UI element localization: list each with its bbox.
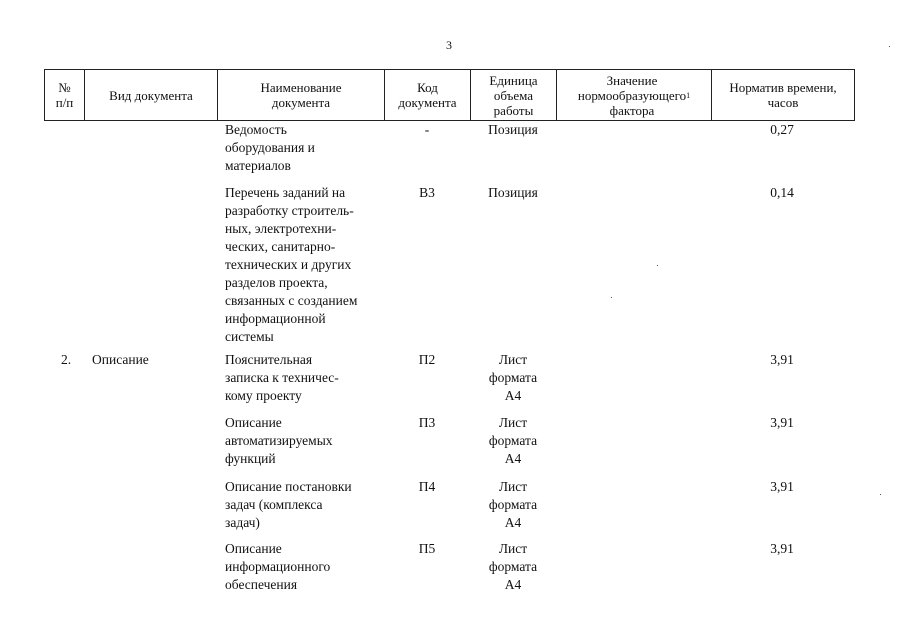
row-doc-code: П5	[418, 541, 436, 556]
scan-speck	[657, 265, 658, 266]
scan-speck	[611, 297, 612, 298]
row-unit: Позиция	[488, 122, 538, 137]
header-factor-text: Значение нормообразующего фактора	[577, 72, 687, 118]
header-norm: Норматив времени, часов	[729, 80, 837, 110]
page-number: 3	[446, 38, 452, 52]
row-doc-code: В3	[419, 185, 435, 200]
header-num: № п/п	[45, 70, 85, 120]
row-doc-name: Перечень заданий на разработку строитель- ных, электротехни- ческих, санитарно- технических и других разделов проекта, связанных с созданием информационной системы	[225, 185, 358, 344]
header-factor	[557, 70, 712, 120]
row-norm: 3,91	[770, 541, 794, 556]
header-doc-type: Вид документа	[85, 70, 218, 120]
row-doc-code: П4	[418, 479, 436, 494]
row-norm: 3,91	[770, 415, 794, 430]
scan-speck	[880, 494, 881, 495]
row-doc-name: Описание постановки задач (комплекса задач)	[225, 479, 352, 530]
table-header	[44, 69, 855, 121]
row-norm: 0,27	[770, 122, 794, 137]
row-doc-name: Описание автоматизируемых функций	[225, 415, 333, 466]
header-doc-code: Код документа	[385, 70, 471, 120]
row-unit: Лист формата А4	[488, 541, 538, 592]
row-unit: Лист формата А4	[488, 352, 538, 403]
row-num: 2.	[61, 352, 72, 367]
row-doc-type: Описание	[92, 352, 149, 367]
row-doc-code: П3	[418, 415, 436, 430]
row-doc-name: Пояснительная записка к техничес- кому проекту	[225, 352, 339, 403]
row-doc-name: Ведомость оборудования и материалов	[225, 122, 315, 173]
row-doc-code: П2	[418, 352, 436, 367]
header-factor-footnote: 1	[686, 90, 691, 100]
row-doc-code: -	[424, 122, 430, 137]
header-doc-name: Наименование документа	[218, 70, 385, 120]
row-norm: 0,14	[770, 185, 794, 200]
row-unit: Лист формата А4	[488, 479, 538, 530]
row-norm: 3,91	[770, 352, 794, 367]
row-unit: Позиция	[488, 185, 538, 200]
row-doc-name: Описание информационного обеспечения	[225, 541, 331, 592]
scan-speck	[889, 46, 890, 47]
row-norm: 3,91	[770, 479, 794, 494]
row-unit: Лист формата А4	[488, 415, 538, 466]
header-unit: Единица объема работы	[471, 70, 557, 120]
